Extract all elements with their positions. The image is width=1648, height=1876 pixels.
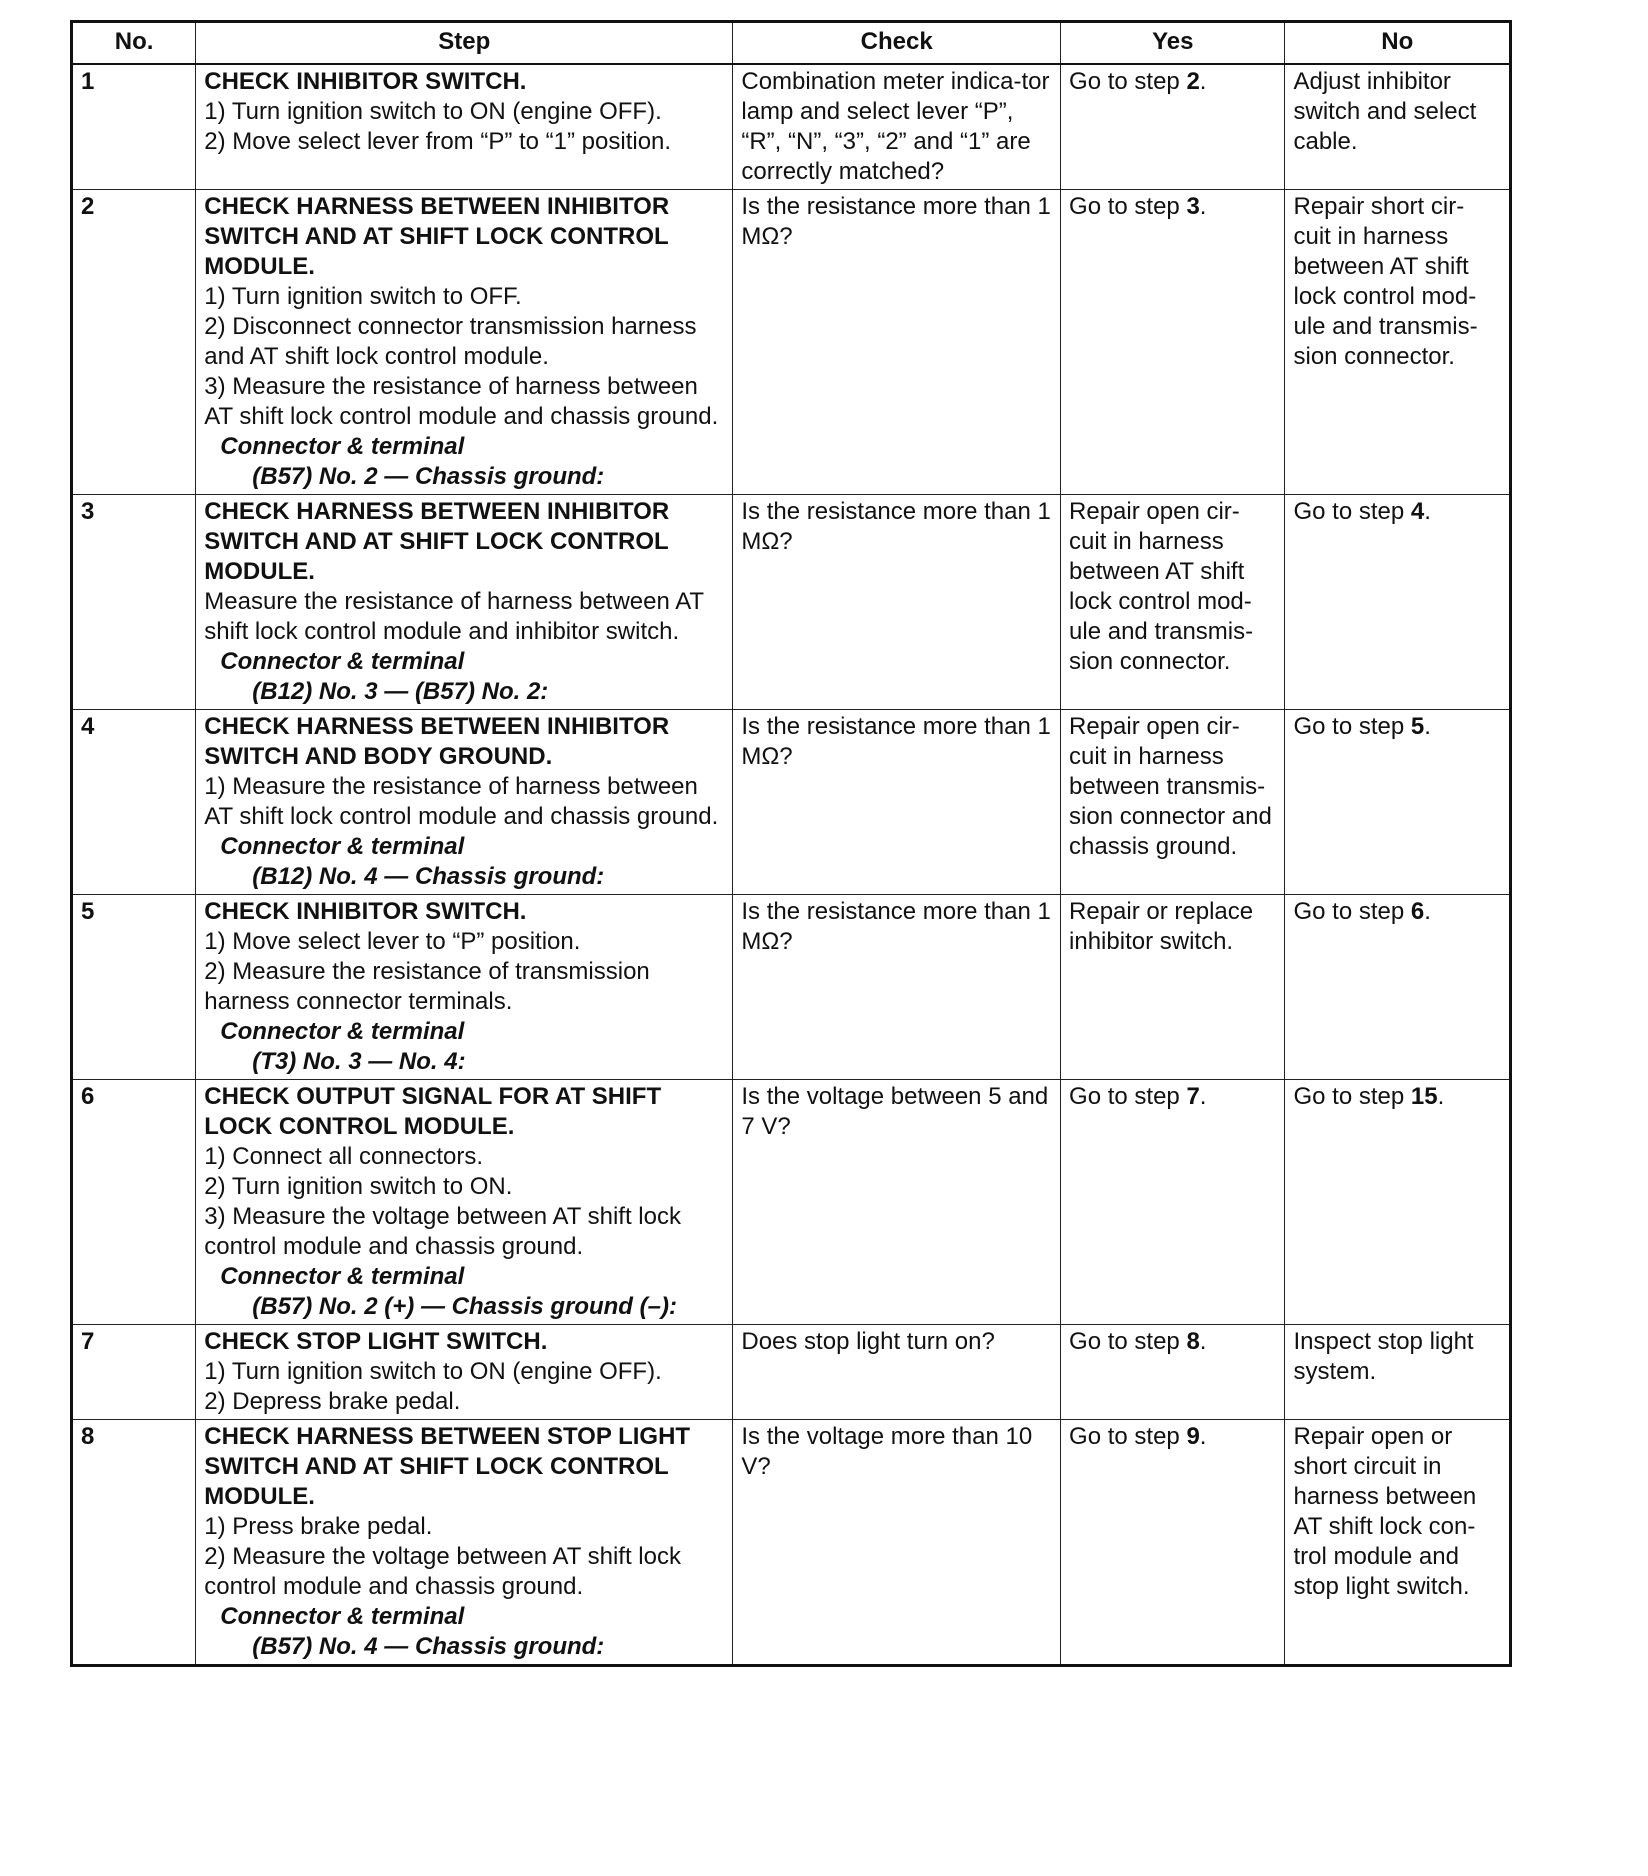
terminal-spec: (B12) No. 3 — (B57) No. 2:	[252, 678, 549, 705]
yes-cell	[1061, 1080, 1285, 1325]
step-instruction: 1) Press brake pedal.	[204, 1513, 433, 1540]
step-instruction: 2) Depress brake pedal.	[204, 1388, 461, 1415]
step-cell	[196, 1420, 733, 1666]
step-title: CHECK HARNESS BETWEEN STOP LIGHT SWITCH AND AT SHIFT LOCK CONTROL MODULE.	[204, 1423, 691, 1510]
step-title: CHECK INHIBITOR SWITCH.	[204, 898, 527, 925]
yes-cell	[1061, 710, 1285, 895]
step-number: 5	[72, 895, 196, 1080]
header-check: Check	[733, 22, 1061, 65]
no-cell	[1285, 495, 1511, 710]
check-cell: Does stop light turn on?	[733, 1325, 1061, 1420]
step-cell	[196, 1325, 733, 1420]
no-cell	[1285, 190, 1511, 495]
no-cell	[1285, 895, 1511, 1080]
header-yes: Yes	[1061, 22, 1285, 65]
check-cell: Is the voltage more than 10 V?	[733, 1420, 1061, 1666]
yes-text: Repair open cir-cuit in harness between transmis-sion connector and chassis ground.	[1069, 713, 1272, 860]
header-no-result: No	[1285, 22, 1511, 65]
check-cell: Is the resistance more than 1 MΩ?	[733, 495, 1061, 710]
no-cell	[1285, 710, 1511, 895]
no-text: Repair short cir-cuit in harness between AT shift lock control mod-ule and transmis-sion connector.	[1293, 193, 1478, 370]
yes-cell	[1061, 495, 1285, 710]
yes-text: Go to step	[1069, 193, 1187, 220]
connector-label: Connector & terminal	[220, 1603, 465, 1630]
step-cell	[196, 190, 733, 495]
no-cell	[1285, 64, 1511, 190]
step-number: 2	[72, 190, 196, 495]
yes-suffix: .	[1199, 68, 1207, 95]
yes-step-number: 7	[1186, 1083, 1200, 1110]
yes-suffix: .	[1199, 1423, 1207, 1450]
no-text: Go to step	[1293, 898, 1411, 925]
check-cell: Is the voltage between 5 and 7 V?	[733, 1080, 1061, 1325]
no-suffix: .	[1437, 1083, 1445, 1110]
no-cell	[1285, 1325, 1511, 1420]
step-cell	[196, 895, 733, 1080]
step-cell	[196, 64, 733, 190]
check-cell: Is the resistance more than 1 MΩ?	[733, 895, 1061, 1080]
table-row	[72, 1325, 1511, 1420]
header-step: Step	[196, 22, 733, 65]
step-number: 3	[72, 495, 196, 710]
terminal-spec: (T3) No. 3 — No. 4:	[252, 1048, 466, 1075]
yes-step-number: 2	[1186, 68, 1200, 95]
terminal-spec: (B12) No. 4 — Chassis ground:	[252, 863, 605, 890]
no-text: Go to step	[1293, 713, 1411, 740]
connector-label: Connector & terminal	[220, 648, 465, 675]
step-number: 1	[72, 64, 196, 190]
check-cell: Is the resistance more than 1 MΩ?	[733, 190, 1061, 495]
table-row	[72, 495, 1511, 710]
step-title: CHECK INHIBITOR SWITCH.	[204, 68, 527, 95]
step-instruction: 1) Measure the resistance of harness between AT shift lock control module and chassis ground.	[204, 773, 719, 830]
no-suffix: .	[1424, 898, 1431, 925]
step-instruction: 3) Measure the resistance of harness between AT shift lock control module and chassis ground.	[204, 373, 719, 430]
yes-cell	[1061, 895, 1285, 1080]
yes-cell	[1061, 190, 1285, 495]
header-row	[72, 22, 1511, 65]
check-cell: Is the resistance more than 1 MΩ?	[733, 710, 1061, 895]
yes-suffix: .	[1199, 193, 1207, 220]
no-text: Repair open or short circuit in harness between AT shift lock con-trol module and stop light switch.	[1293, 1423, 1477, 1600]
no-step-number: 4	[1410, 498, 1425, 525]
yes-step-number: 8	[1186, 1328, 1200, 1355]
yes-text: Go to step	[1069, 68, 1187, 95]
step-instruction: 2) Turn ignition switch to ON.	[204, 1173, 513, 1200]
connector-label: Connector & terminal	[220, 1018, 465, 1045]
step-title: CHECK STOP LIGHT SWITCH.	[204, 1328, 548, 1355]
step-instruction: Measure the resistance of harness between AT shift lock control module and inhibitor switch.	[204, 588, 704, 645]
step-instruction: 1) Turn ignition switch to OFF.	[204, 283, 522, 310]
yes-text: Repair open cir-cuit in harness between AT shift lock control mod-ule and transmis-sion connector.	[1069, 498, 1254, 675]
step-number: 8	[72, 1420, 196, 1666]
connector-label: Connector & terminal	[220, 833, 465, 860]
no-text: Adjust inhibitor switch and select cable.	[1293, 68, 1477, 155]
step-instruction: 1) Turn ignition switch to ON (engine OFF).	[204, 1358, 662, 1385]
step-title: CHECK HARNESS BETWEEN INHIBITOR SWITCH AND BODY GROUND.	[204, 713, 670, 770]
no-text: Go to step	[1293, 498, 1411, 525]
step-cell	[196, 1080, 733, 1325]
step-instruction: 3) Measure the voltage between AT shift lock control module and chassis ground.	[204, 1203, 681, 1260]
yes-text: Go to step	[1069, 1083, 1187, 1110]
yes-step-number: 3	[1186, 193, 1200, 220]
step-instruction: 2) Measure the resistance of transmission harness connector terminals.	[204, 958, 650, 1015]
check-cell: Combination meter indica-tor lamp and select lever “P”, “R”, “N”, “3”, “2” and “1” are correctly matched?	[733, 64, 1061, 190]
step-title: CHECK OUTPUT SIGNAL FOR AT SHIFT LOCK CONTROL MODULE.	[204, 1083, 662, 1140]
step-instruction: 1) Connect all connectors.	[204, 1143, 484, 1170]
yes-suffix: .	[1199, 1083, 1207, 1110]
no-step-number: 6	[1410, 898, 1425, 925]
yes-cell	[1061, 1420, 1285, 1666]
no-step-number: 15	[1410, 1083, 1438, 1110]
diagnostic-table	[70, 20, 1512, 1667]
step-instruction: 1) Turn ignition switch to ON (engine OFF).	[204, 98, 662, 125]
no-step-number: 5	[1410, 713, 1425, 740]
no-cell	[1285, 1420, 1511, 1666]
no-cell	[1285, 1080, 1511, 1325]
table-row	[72, 1420, 1511, 1666]
step-number: 6	[72, 1080, 196, 1325]
table-row	[72, 1080, 1511, 1325]
step-instruction: 2) Disconnect connector transmission harness and AT shift lock control module.	[204, 313, 697, 370]
terminal-spec: (B57) No. 2 — Chassis ground:	[252, 463, 605, 490]
step-instruction: 2) Move select lever from “P” to “1” position.	[204, 128, 672, 155]
yes-cell	[1061, 1325, 1285, 1420]
no-text: Inspect stop light system.	[1293, 1328, 1474, 1385]
step-instruction: 1) Move select lever to “P” position.	[204, 928, 581, 955]
header-no: No.	[72, 22, 196, 65]
step-cell	[196, 495, 733, 710]
table-row	[72, 710, 1511, 895]
yes-text: Go to step	[1069, 1328, 1187, 1355]
yes-cell	[1061, 64, 1285, 190]
table-row	[72, 895, 1511, 1080]
step-number: 7	[72, 1325, 196, 1420]
yes-text: Go to step	[1069, 1423, 1187, 1450]
connector-label: Connector & terminal	[220, 1263, 465, 1290]
connector-label: Connector & terminal	[220, 433, 465, 460]
no-suffix: .	[1424, 498, 1431, 525]
step-title: CHECK HARNESS BETWEEN INHIBITOR SWITCH AND AT SHIFT LOCK CONTROL MODULE.	[204, 498, 670, 585]
terminal-spec: (B57) No. 4 — Chassis ground:	[252, 1633, 605, 1660]
table-row	[72, 64, 1511, 190]
step-instruction: 2) Measure the voltage between AT shift lock control module and chassis ground.	[204, 1543, 681, 1600]
yes-suffix: .	[1199, 1328, 1207, 1355]
terminal-spec: (B57) No. 2 (+) — Chassis ground (–):	[252, 1293, 677, 1320]
step-title: CHECK HARNESS BETWEEN INHIBITOR SWITCH AND AT SHIFT LOCK CONTROL MODULE.	[204, 193, 670, 280]
no-suffix: .	[1424, 713, 1431, 740]
table-row	[72, 190, 1511, 495]
yes-text: Repair or replace inhibitor switch.	[1069, 898, 1254, 955]
step-cell	[196, 710, 733, 895]
step-number: 4	[72, 710, 196, 895]
yes-step-number: 9	[1186, 1423, 1200, 1450]
no-text: Go to step	[1293, 1083, 1411, 1110]
